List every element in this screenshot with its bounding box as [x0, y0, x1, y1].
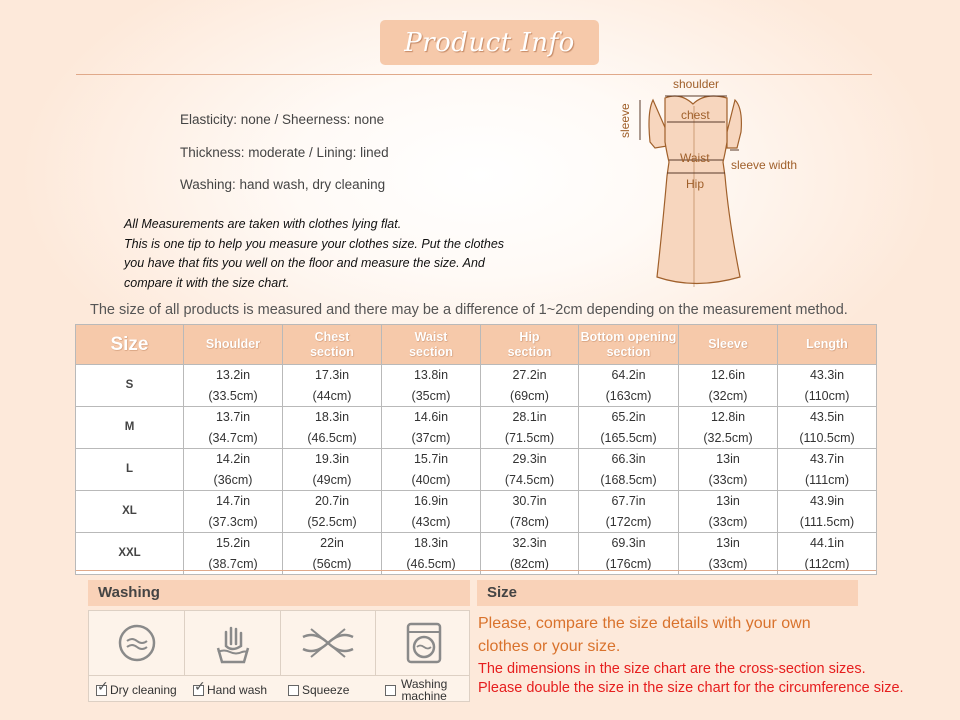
- value-inches: 43.7in: [809, 452, 845, 466]
- diagram-label-waist: Waist: [680, 151, 710, 165]
- header-waist: [382, 325, 481, 365]
- circumference-note: Please double the size in the size chart for the circumference size.: [478, 680, 904, 696]
- value-cm: (82cm): [510, 556, 549, 571]
- attribute-washing: Washing: hand wash, dry cleaning: [180, 177, 386, 192]
- measurement-cell: [283, 365, 382, 407]
- value-inches: 65.2in: [611, 410, 646, 424]
- washing-section-title: Washing: [88, 580, 470, 606]
- measurement-cell: [283, 449, 382, 491]
- washing-machine-icon: [376, 611, 471, 675]
- value-inches: 13.7in: [215, 410, 251, 424]
- measurement-difference-note: The size of all products is measured and there may be a difference of 1~2cm depending on the measurement method.: [90, 302, 848, 318]
- value-inches: 15.2in: [215, 536, 251, 550]
- value-cm: (37cm): [411, 430, 451, 445]
- measurement-cell: [778, 449, 877, 491]
- measurement-cell: [184, 491, 283, 533]
- value-inches: 22in: [320, 536, 344, 550]
- header-size: Size: [76, 325, 184, 365]
- header-length: Length: [778, 325, 877, 365]
- value-inches: 13in: [716, 536, 740, 550]
- measurement-cell: [481, 365, 579, 407]
- value-cm: (56cm): [312, 556, 352, 571]
- value-cm: (78cm): [510, 514, 549, 529]
- value-cm: (163cm): [605, 388, 652, 403]
- attribute-elasticity: Elasticity: none / Sheerness: none: [180, 112, 385, 127]
- measurement-cell: [283, 533, 382, 575]
- value-inches: 12.6in: [710, 368, 746, 382]
- size-cell: S: [76, 365, 184, 407]
- diagram-label-shoulder: shoulder: [673, 77, 720, 91]
- dry-cleaning-icon: [89, 611, 185, 675]
- measurement-cell: [382, 491, 481, 533]
- value-inches: 14.6in: [413, 410, 449, 424]
- table-row: [76, 533, 877, 575]
- measurement-cell: [382, 407, 481, 449]
- divider: [76, 570, 876, 571]
- washing-label-line: Washing: [401, 677, 448, 691]
- note-line: This is one tip to help you measure your clothes size. Put the clothes: [124, 236, 505, 251]
- diagram-label-sleeve-width: sleeve width: [731, 158, 798, 172]
- table-row: [76, 365, 877, 407]
- note-line: compare it with the size chart.: [124, 275, 290, 290]
- measurement-cell: [283, 407, 382, 449]
- table-header-row: [76, 325, 877, 365]
- measurement-cell: [283, 491, 382, 533]
- measurement-cell: [778, 533, 877, 575]
- size-section-title: Size: [477, 580, 858, 606]
- value-inches: 66.3in: [611, 452, 646, 466]
- measurement-cell: [579, 449, 679, 491]
- size-cell: XXL: [76, 533, 184, 575]
- check-mark-icon: ✓: [97, 677, 109, 694]
- measurement-note: [124, 215, 584, 293]
- dress-illustration: [615, 72, 825, 294]
- note-line: All Measurements are taken with clothes lying flat.: [124, 217, 402, 231]
- hand-wash-icon: [185, 611, 281, 675]
- header-line: Waist: [414, 329, 448, 344]
- measurement-cell: [382, 365, 481, 407]
- washing-label: Squeeze: [302, 683, 350, 697]
- value-inches: 19.3in: [314, 452, 350, 466]
- value-cm: (46.5cm): [406, 556, 456, 571]
- value-inches: 64.2in: [611, 368, 646, 382]
- measurement-cell: [778, 407, 877, 449]
- value-cm: (36cm): [213, 472, 253, 487]
- value-cm: (33cm): [708, 514, 748, 529]
- note-line: you have that fits you well on the floor and measure the size. And: [124, 256, 485, 270]
- value-cm: (71.5cm): [504, 430, 555, 445]
- measurement-cell: [579, 533, 679, 575]
- value-inches: 43.3in: [809, 368, 845, 382]
- header-line: section: [606, 344, 651, 359]
- value-inches: 18.3in: [413, 536, 449, 550]
- dress-diagram: [615, 72, 825, 294]
- washing-labels-row: [89, 675, 469, 703]
- measurement-cell: [184, 407, 283, 449]
- value-cm: (33cm): [708, 556, 748, 571]
- header-line: Bottom opening: [580, 329, 677, 344]
- size-compare-message: [478, 612, 918, 658]
- washing-label: Dry cleaning: [110, 683, 177, 697]
- measurement-cell: [184, 533, 283, 575]
- size-cell: L: [76, 449, 184, 491]
- measurement-cell: [778, 365, 877, 407]
- measurement-cell: [679, 533, 778, 575]
- header-shoulder: Shoulder: [184, 325, 283, 365]
- value-cm: (69cm): [510, 388, 549, 403]
- value-cm: (172cm): [605, 514, 652, 529]
- measurement-cell: [382, 533, 481, 575]
- value-cm: (74.5cm): [504, 472, 555, 487]
- value-cm: (38.7cm): [208, 556, 258, 571]
- value-inches: 14.2in: [215, 452, 251, 466]
- value-inches: 20.7in: [314, 494, 350, 508]
- size-chart-table: [75, 324, 877, 575]
- value-inches: 44.1in: [809, 536, 845, 550]
- value-cm: (49cm): [312, 472, 352, 487]
- washing-icons-panel: [88, 610, 470, 702]
- value-inches: 17.3in: [314, 368, 350, 382]
- value-cm: (110cm): [804, 388, 850, 403]
- measurement-cell: [184, 449, 283, 491]
- value-inches: 15.7in: [413, 452, 449, 466]
- washing-label: Hand wash: [207, 683, 268, 697]
- measurement-cell: [579, 491, 679, 533]
- value-inches: 13in: [716, 494, 740, 508]
- measurement-cell: [778, 491, 877, 533]
- squeeze-option[interactable]: [288, 676, 349, 704]
- measurement-cell: [579, 365, 679, 407]
- value-cm: (32cm): [708, 388, 748, 403]
- diagram-label-sleeve: sleeve: [618, 103, 632, 138]
- value-inches: 13.2in: [215, 368, 251, 382]
- table-row: [76, 407, 877, 449]
- value-cm: (112cm): [804, 556, 850, 571]
- value-inches: 13.8in: [413, 368, 449, 382]
- page-title-banner: [380, 20, 599, 65]
- hand-wash-option[interactable]: [193, 676, 267, 704]
- value-cm: (111cm): [805, 472, 849, 487]
- header-line: Hip: [519, 329, 540, 344]
- attribute-thickness: Thickness: moderate / Lining: lined: [180, 145, 389, 160]
- value-cm: (33cm): [708, 472, 748, 487]
- value-cm: (44cm): [312, 388, 352, 403]
- table-row: [76, 491, 877, 533]
- value-cm: (32.5cm): [703, 430, 753, 445]
- header-bottom-opening: [579, 325, 679, 365]
- measurement-cell: [679, 491, 778, 533]
- value-cm: (34.7cm): [208, 430, 258, 445]
- measurement-cell: [382, 449, 481, 491]
- message-line: clothes or your size.: [478, 638, 621, 655]
- value-inches: 67.7in: [611, 494, 646, 508]
- value-cm: (110.5cm): [799, 430, 855, 445]
- measurement-cell: [679, 407, 778, 449]
- size-cell: XL: [76, 491, 184, 533]
- value-cm: (37.3cm): [208, 514, 258, 529]
- value-inches: 30.7in: [512, 494, 547, 508]
- value-inches: 32.3in: [512, 536, 547, 550]
- value-inches: 16.9in: [413, 494, 449, 508]
- size-cell: M: [76, 407, 184, 449]
- value-inches: 27.2in: [512, 368, 547, 382]
- checkbox-unchecked-icon[interactable]: [385, 685, 396, 696]
- table-row: [76, 449, 877, 491]
- value-inches: 43.9in: [809, 494, 845, 508]
- value-cm: (43cm): [411, 514, 451, 529]
- value-inches: 14.7in: [215, 494, 251, 508]
- value-inches: 18.3in: [314, 410, 350, 424]
- measurement-cell: [579, 407, 679, 449]
- header-line: section: [409, 344, 453, 359]
- measurement-cell: [679, 365, 778, 407]
- cross-section-note: The dimensions in the size chart are the cross-section sizes.: [478, 661, 866, 677]
- diagram-label-hip: Hip: [686, 177, 705, 191]
- size-table-body: [76, 365, 877, 575]
- measurement-cell: [481, 407, 579, 449]
- header-sleeve: Sleeve: [679, 325, 778, 365]
- value-cm: (46.5cm): [307, 430, 357, 445]
- measurement-cell: [481, 491, 579, 533]
- value-inches: 28.1in: [512, 410, 547, 424]
- page-title: Product Info: [404, 27, 575, 58]
- value-inches: 29.3in: [512, 452, 547, 466]
- value-inches: 43.5in: [809, 410, 845, 424]
- value-cm: (111.5cm): [799, 514, 855, 529]
- diagram-label-chest: chest: [681, 108, 710, 122]
- header-hip: [481, 325, 579, 365]
- check-mark-icon: ✓: [194, 677, 206, 694]
- checkbox-unchecked-icon[interactable]: [288, 685, 299, 696]
- value-cm: (168.5cm): [600, 472, 657, 487]
- washing-label: [401, 678, 447, 702]
- measurement-cell: [679, 449, 778, 491]
- header-line: section: [310, 344, 354, 359]
- value-inches: 69.3in: [611, 536, 646, 550]
- checkbox-checked-icon[interactable]: [96, 677, 109, 696]
- header-chest: [283, 325, 382, 365]
- header-line: section: [507, 344, 552, 359]
- value-cm: (35cm): [411, 388, 451, 403]
- washing-label-line: machine: [401, 689, 447, 703]
- do-not-wring-icon: [281, 611, 376, 675]
- value-cm: (176cm): [605, 556, 652, 571]
- value-cm: (165.5cm): [600, 430, 657, 445]
- washing-machine-option[interactable]: [385, 676, 447, 704]
- dry-cleaning-option[interactable]: [96, 676, 177, 704]
- value-cm: (40cm): [411, 472, 451, 487]
- value-inches: 12.8in: [710, 410, 746, 424]
- checkbox-checked-icon[interactable]: [193, 677, 206, 696]
- value-inches: 13in: [716, 452, 740, 466]
- message-line: Please, compare the size details with your own: [478, 615, 811, 632]
- measurement-cell: [481, 449, 579, 491]
- measurement-cell: [184, 365, 283, 407]
- size-cross-section-notes: [478, 660, 904, 698]
- value-cm: (52.5cm): [307, 514, 357, 529]
- header-line: Chest: [314, 329, 350, 344]
- measurement-cell: [481, 533, 579, 575]
- value-cm: (33.5cm): [208, 388, 258, 403]
